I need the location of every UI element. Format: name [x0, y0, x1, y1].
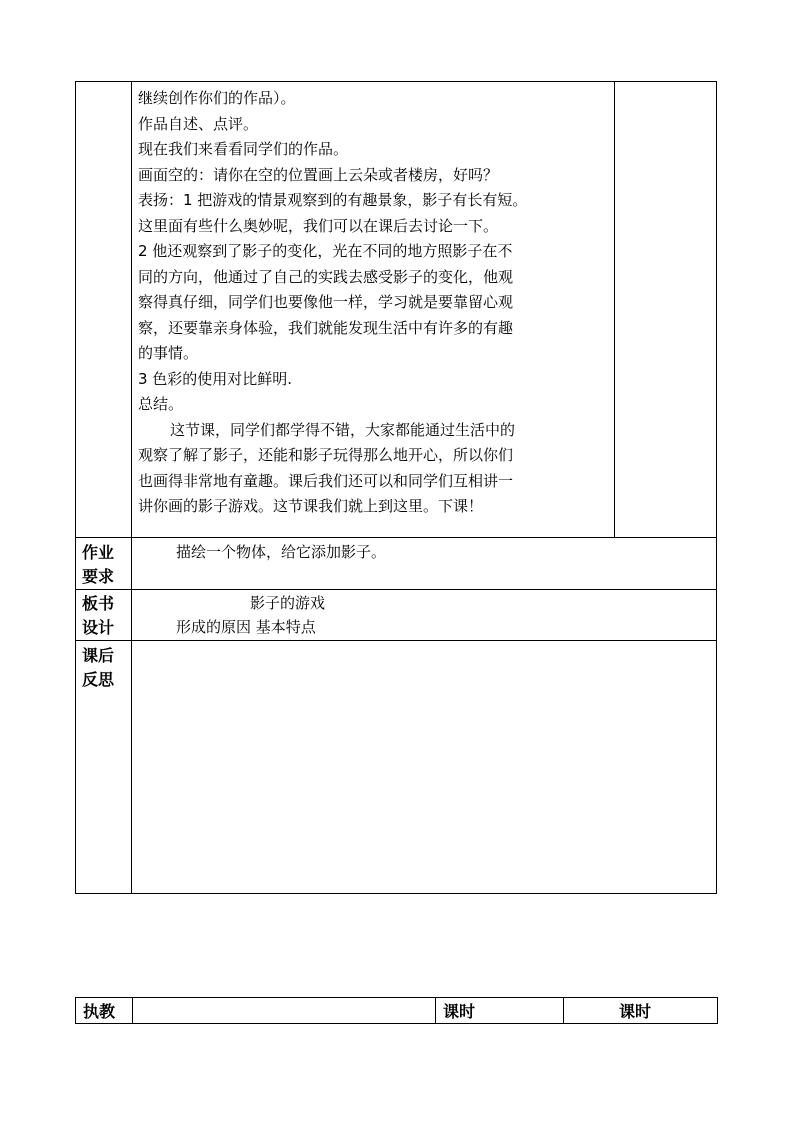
reflection-label-line1: 课后: [82, 646, 115, 665]
homework-label-line1: 作业: [82, 543, 115, 562]
text-line: 作品自述、点评。: [138, 114, 259, 133]
text-line: 3 色彩的使用对比鲜明.: [138, 369, 293, 388]
table-notes-divider: [614, 81, 615, 537]
homework-label-line2: 要求: [82, 567, 115, 586]
board-design-points: 形成的原因 基本特点: [176, 618, 316, 636]
row-divider-1: [75, 537, 717, 538]
board-design-label-line1: 板书: [82, 594, 115, 613]
lesson-process-text: [138, 86, 612, 520]
text-line: 这里面有些什么奥妙呢，我们可以在课后去讨论一下。: [138, 216, 499, 235]
footer-border-right: [717, 997, 718, 1024]
footer-divider-2: [435, 997, 436, 1024]
period-label-2: 课时: [619, 1002, 652, 1021]
table-border-right: [716, 81, 717, 894]
text-line: 察，还要靠亲身体验，我们就能发现生活中有许多的有趣: [138, 318, 514, 337]
row-divider-3: [75, 640, 717, 641]
text-line: 察得真仔细，同学们也要像他一样，学习就是要靠留心观: [138, 293, 514, 311]
text-line: 这节课，同学们都学得不错，大家都能通过生活中的: [170, 420, 516, 439]
table-column-divider: [131, 81, 132, 894]
text-line: 2 他还观察到了影子的变化，光在不同的地方照影子在不: [138, 242, 513, 260]
text-line: 观察了解了影子，还能和影子玩得那么地开心，所以你们: [138, 446, 514, 464]
text-line: 的事情。: [138, 344, 199, 362]
footer-divider-1: [132, 997, 133, 1024]
row-divider-2: [75, 589, 717, 590]
footer-border-top: [75, 997, 718, 998]
text-line: 也画得非常地有童趣。课后我们还可以和同学们互相讲一: [138, 471, 514, 490]
text-line: 继续创作你们的作品）。: [138, 89, 296, 107]
table-border-bottom: [75, 893, 717, 894]
text-line: 表扬：1 把游戏的情景观察到的有趣景象，影子有长有短。: [138, 191, 528, 209]
teacher-label: 执教: [83, 1002, 116, 1021]
text-line: 讲你画的影子游戏。这节课我们就上到这里。下课！: [138, 497, 484, 515]
text-line: 画面空的：请你在空的位置画上云朵或者楼房，好吗？: [138, 165, 499, 184]
board-design-label-line2: 设计: [82, 618, 115, 637]
table-border-left: [75, 81, 76, 894]
footer-divider-3: [563, 997, 564, 1024]
board-design-title: 影子的游戏: [250, 594, 326, 612]
homework-content: 描绘一个物体，给它添加影子。: [176, 543, 387, 561]
text-line: 总结。: [138, 395, 184, 413]
footer-border-left: [75, 997, 76, 1024]
table-border-top: [75, 81, 717, 82]
text-line: 现在我们来看看同学们的作品。: [138, 140, 349, 158]
text-line: 同的方向，他通过了自己的实践去感受影子的变化，他观: [138, 267, 514, 286]
period-label-1: 课时: [443, 1002, 476, 1021]
reflection-label-line2: 反思: [82, 670, 115, 689]
